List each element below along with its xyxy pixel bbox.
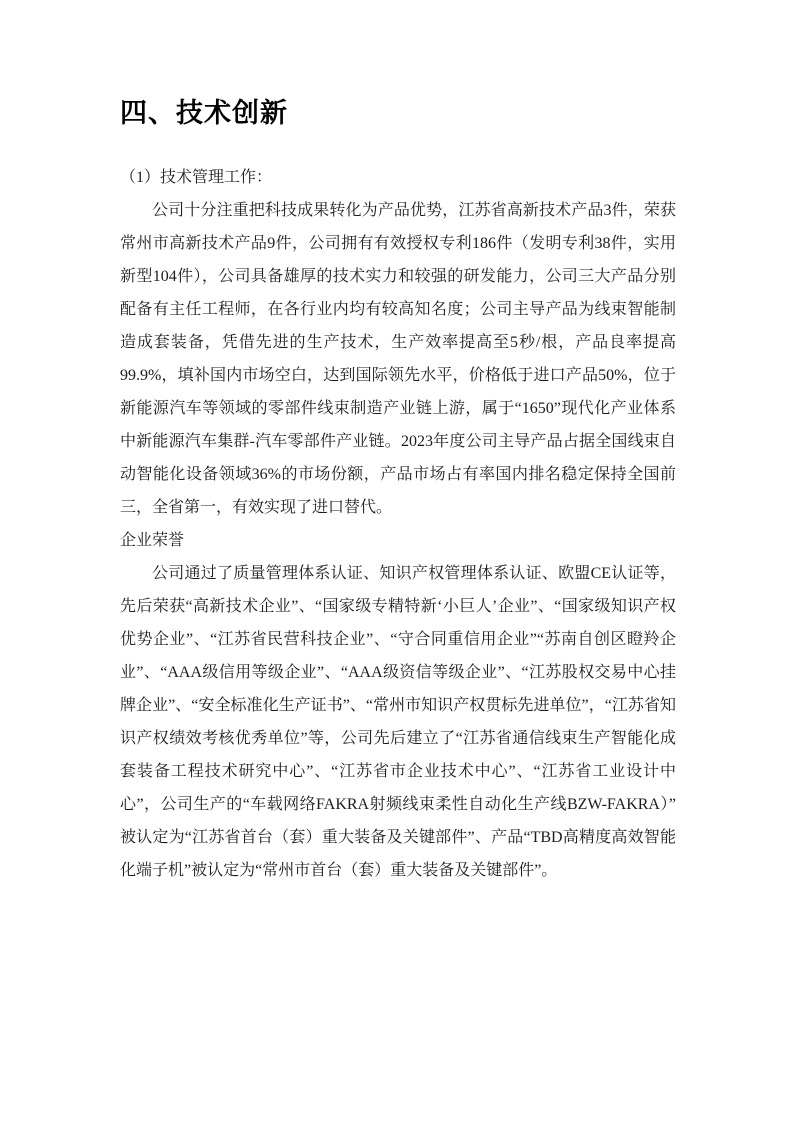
section-label: （1）技术管理工作： bbox=[120, 169, 273, 186]
page-title: 四、技术创新 bbox=[120, 98, 288, 128]
technology-management-paragraph: 公司十分注重把科技成果转化为产品优势，江苏省高新技术产品3件，荣获常州市高新技术产品9件，公司拥有有效授权专利186件（发明专利38件，实用新型104件），公司具备雄厚的技术实力和较强的研发能力，公司三大产品分别配备有主任工程师，在各行业内均有较高知名度；公司主导产品为线束智能制造成套装备，凭借先进的生产技术，生产效率提高至5秒/根，产品良率提高99.9%，填补国内市场空白，达到国际领先水平，价格低于进口产品50%，位于新能源汽车等领域的零部件线束制造产业链上游，属于“1650”现代化产业体系中新能源汽车集群-汽车零部件产业链。2023年度公司主导产品占据全国线束自动智能化设备领域36%的市场份额，产品市场占有率国内排名稳定保持全国前三，全省第一，有效实现了进口替代。 bbox=[120, 202, 676, 516]
honors-label: 企业荣誉 bbox=[120, 532, 185, 549]
enterprise-honors-paragraph: 公司通过了质量管理体系认证、知识产权管理体系认证、欧盟CE认证等，先后荣获“高新技术企业”、“国家级专精特新‘小巨人’企业”、“国家级知识产权优势企业”、“江苏省民营科技企业”、“守合同重信用企业”“苏南自创区瞪羚企业”、“AAA级信用等级企业”、“AAA级资信等级企业”、“江苏股权交易中心挂牌企业”、“安全标准化生产证书”、“常州市知识产权贯标先进单位”，“江苏省知识产权绩效考核优秀单位”等，公司先后建立了“江苏省通信线束生产智能化成套装备工程技术研究中心”、“江苏省市企业技术中心”、“江苏省工业设计中心”，公司生产的“车载网络FAKRA射频线束柔性自动化生产线BZW-FAKRA）”被认定为“江苏省首台（套）重大装备及关键部件”、产品“TBD高精度高效智能化端子机”被认定为“常州市首台（套）重大装备及关键部件”。 bbox=[120, 565, 676, 879]
document-content bbox=[120, 0, 676, 887]
